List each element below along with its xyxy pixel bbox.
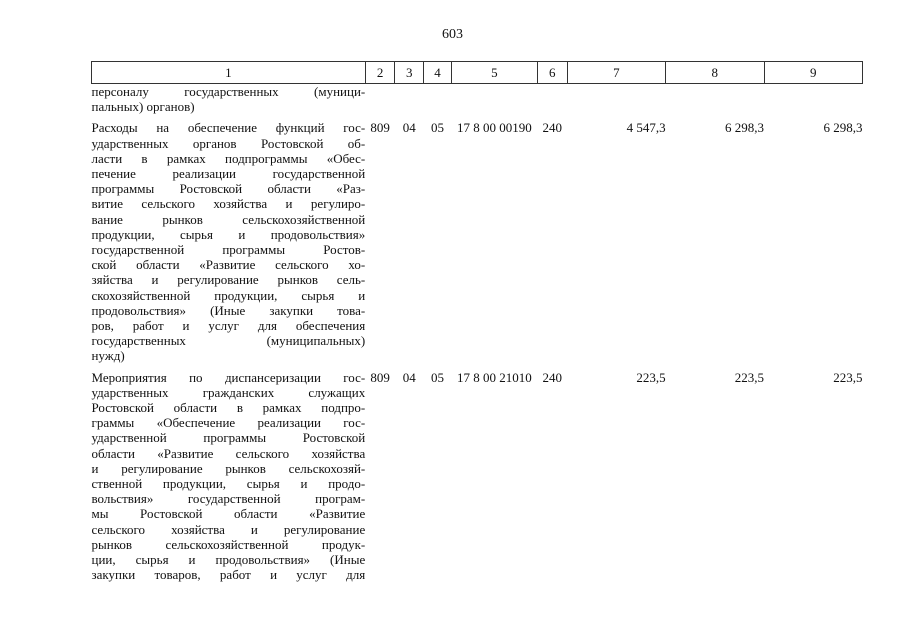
description-line: ударственных гражданских служащих <box>91 384 366 400</box>
cell-ministry-code: 809 <box>370 369 390 385</box>
description-line: Расходы на обеспечение функций гос- <box>91 120 366 136</box>
table-row <box>92 120 863 363</box>
column-header-7: 7 <box>567 62 665 84</box>
description-line: ударственных органов Ростовской об- <box>91 135 366 151</box>
description-line: зяйства и регулирование рынков сель- <box>91 272 366 288</box>
header-row <box>92 62 863 84</box>
cell-subsection-code: 05 <box>430 369 444 385</box>
description-line: и регулирование рынков сельскохозяй- <box>91 460 366 476</box>
column-header-2: 2 <box>365 62 395 84</box>
cell-section-code: 04 <box>402 369 416 385</box>
column-header-9: 9 <box>764 62 863 84</box>
description-line: Мероприятия по диспансеризации гос- <box>91 369 366 385</box>
cell-expense-type: 240 <box>542 369 563 385</box>
row-description <box>92 120 366 363</box>
description-line: Ростовской области в рамках подпро- <box>91 400 366 416</box>
description-line: ласти в рамках подпрограммы «Обес- <box>91 150 366 166</box>
column-header-3: 3 <box>395 62 424 84</box>
budget-table <box>91 61 863 583</box>
cell-expense-type: 240 <box>542 120 563 136</box>
description-line: ции, сырья и продовольствия» (Иные <box>91 552 366 568</box>
cell-amount-col9: 6 298,3 <box>823 120 863 136</box>
page-number: 603 <box>442 27 463 42</box>
cell-amount-col9: 223,5 <box>833 369 863 385</box>
cell-subsection-code: 05 <box>430 120 444 136</box>
description-line: вание рынков сельскохозяйственной <box>91 211 366 227</box>
column-header-6: 6 <box>537 62 567 84</box>
description-line: персоналу государственных (муници- <box>91 84 366 99</box>
description-line: государственных (муниципальных) <box>91 333 366 349</box>
description-line: программы Ростовской области «Раз- <box>91 181 366 197</box>
column-header-5: 5 <box>451 62 537 84</box>
description-line: ственной продукции, сырья и продо- <box>91 476 366 492</box>
description-line: ров, работ и услуг для обеспечения <box>91 318 366 334</box>
cell-amount-col8: 6 298,3 <box>725 120 764 136</box>
description-line: рынков сельскохозяйственной продук- <box>91 536 366 552</box>
column-header-8: 8 <box>666 62 764 84</box>
description-line: пальных) органов) <box>91 99 195 115</box>
description-line: продовольствия» (Иные закупки това- <box>91 302 366 318</box>
description-line: закупки товаров, работ и услуг для <box>91 567 366 583</box>
description-line: скохозяйственной продукции, сырья и <box>91 287 366 303</box>
description-line: печение реализации государственной <box>91 166 366 182</box>
cell-amount-col7: 223,5 <box>636 369 666 385</box>
description-line: продукции, сырья и продовольствия» <box>91 226 366 242</box>
cell-amount-col8: 223,5 <box>734 369 764 385</box>
description-line: нужд) <box>91 348 125 364</box>
column-header-4: 4 <box>424 62 452 84</box>
cell-target-article: 17 8 00 00190 <box>457 120 532 136</box>
description-line: области «Развитие сельского хозяйства <box>91 445 366 461</box>
column-header-1: 1 <box>92 62 366 84</box>
description-line: граммы «Обеспечение реализации гос- <box>91 415 366 431</box>
table-row-continued <box>92 84 863 115</box>
cell-amount-col7: 4 547,3 <box>626 120 666 136</box>
cell-section-code: 04 <box>402 120 416 136</box>
description-line: ударственной программы Ростовской <box>91 430 366 446</box>
description-line: мы Ростовской области «Развитие <box>91 506 366 522</box>
table-row <box>92 370 863 583</box>
description-line: витие сельского хозяйства и регулиро- <box>91 196 366 212</box>
cell-ministry-code: 809 <box>370 120 390 136</box>
row-description <box>92 84 366 115</box>
row-description <box>92 370 366 583</box>
description-line: ской области «Развитие сельского хо- <box>91 257 366 273</box>
cell-target-article: 17 8 00 21010 <box>457 369 532 385</box>
description-line: государственной программы Ростов- <box>91 242 366 258</box>
description-line: сельского хозяйства и регулирование <box>91 521 366 537</box>
description-line: вольствия» государственной програм- <box>91 491 366 507</box>
